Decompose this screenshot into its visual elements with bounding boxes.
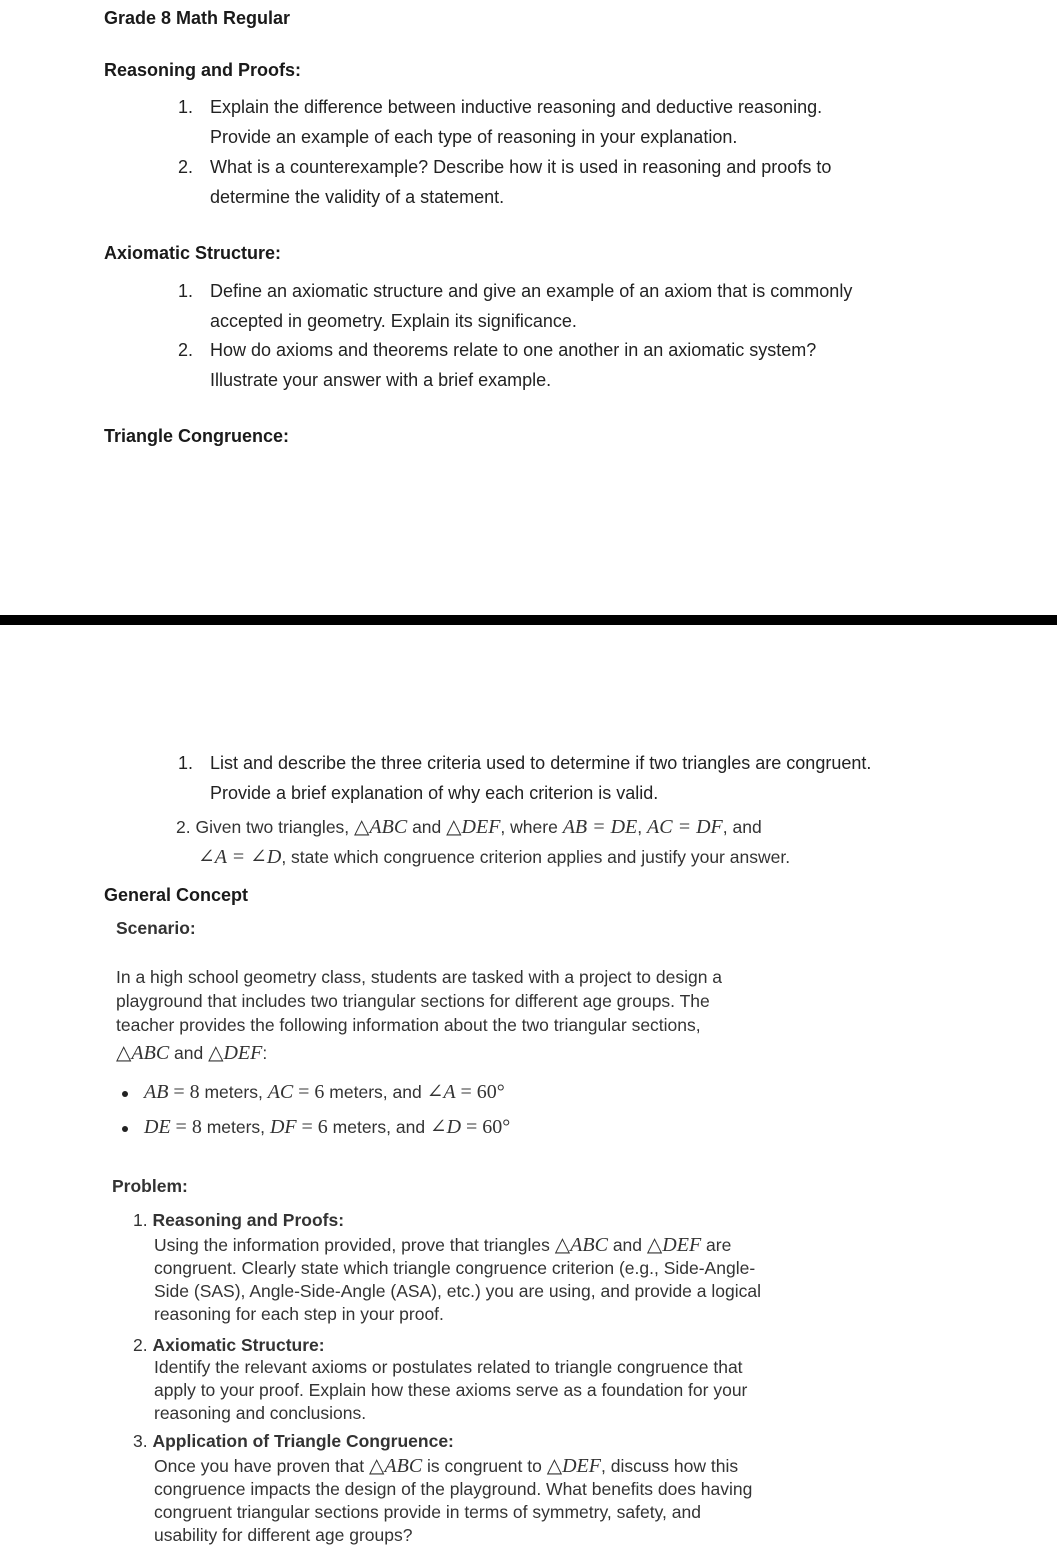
problem-line: congruence impacts the design of the playground. What benefits does having: [154, 1479, 753, 1499]
question-line: Provide a brief explanation of why each criterion is valid.: [210, 783, 659, 803]
scenario-line: In a high school geometry class, students are tasked with a project to design a: [116, 967, 723, 987]
problem-number: 1.: [133, 1210, 148, 1230]
math-symbol: ∠D: [429, 1116, 462, 1138]
math-triangle: △DEF: [208, 1042, 263, 1064]
problem-line: [154, 1234, 854, 1257]
problem-line: congruent triangular sections provide in terms of symmetry, safety, and: [154, 1502, 701, 1522]
scenario-label: Scenario:: [116, 918, 196, 938]
problem-line: apply to your proof. Explain how these axioms serve as a foundation for your: [154, 1380, 748, 1400]
math-triangle: △DEF: [546, 1455, 601, 1477]
text-run: meters,: [206, 1117, 266, 1137]
question-number: 2.: [176, 817, 191, 837]
math-value: = 60°: [466, 1116, 511, 1138]
math-triangle: △ABC: [116, 1042, 170, 1064]
math-triangle: △ABC: [369, 1455, 423, 1477]
question-line: Illustrate your answer with a brief example.: [210, 370, 552, 390]
text-run: Once you have proven that: [154, 1456, 365, 1476]
problem-label: Problem:: [112, 1176, 188, 1196]
problem-line: Side (SAS), Angle-Side-Angle (ASA), etc.) you are using, and provide a logical: [154, 1281, 761, 1301]
problem-line: reasoning and conclusions.: [154, 1403, 367, 1423]
bullet-icon: [122, 1091, 128, 1097]
problem-title: [133, 1210, 344, 1231]
math-symbol: ∠A: [426, 1081, 456, 1103]
question-text: [210, 748, 970, 808]
question-text: [210, 276, 930, 336]
question-line: accepted in geometry. Explain its significance.: [210, 311, 577, 331]
math-value: = 6: [301, 1116, 328, 1138]
math-equation: AB = DE: [562, 816, 638, 838]
question-number: 1.: [178, 753, 194, 773]
question-number: 1.: [178, 281, 194, 301]
text-run: , and: [722, 817, 762, 837]
problem-body: [154, 1356, 854, 1425]
problem-title: [133, 1335, 325, 1356]
math-symbol: AC: [267, 1081, 294, 1103]
question-text: [210, 335, 930, 395]
question-number: 2.: [178, 340, 194, 360]
problem-title-text: Reasoning and Proofs:: [152, 1210, 345, 1230]
problem-line: [154, 1455, 854, 1478]
text-run: and: [412, 817, 442, 837]
scenario-line: [116, 1041, 836, 1065]
text-run: :: [262, 1043, 268, 1063]
math-value: = 8: [175, 1116, 202, 1138]
question-line: Define an axiomatic structure and give an example of an axiom that is commonly: [210, 281, 853, 301]
question-text-cont: [198, 844, 790, 869]
scenario-line: teacher provides the following information about the two triangular sections,: [116, 1015, 701, 1035]
page-divider: [0, 615, 1057, 625]
question-line: Explain the difference between inductive reasoning and deductive reasoning.: [210, 97, 823, 117]
section-heading-general: General Concept: [104, 885, 249, 905]
math-symbol: AB: [144, 1081, 169, 1103]
question-line: What is a counterexample? Describe how it is used in reasoning and proofs to: [210, 157, 832, 177]
math-value: = 6: [298, 1081, 325, 1103]
problem-number: 2.: [133, 1335, 148, 1355]
math-triangle: △ABC: [554, 1234, 608, 1256]
math-equation: ∠A = ∠D: [198, 846, 282, 868]
document-title: Grade 8 Math Regular: [104, 8, 291, 28]
scenario-text: [116, 965, 836, 1065]
question-line: Provide an example of each type of reasoning in your explanation.: [210, 127, 738, 147]
section-heading-triangle: Triangle Congruence:: [104, 426, 290, 446]
text-run: and: [612, 1235, 643, 1255]
bullet-icon: [122, 1126, 128, 1132]
problem-line: Identify the relevant axioms or postulates related to triangle congruence that: [154, 1357, 743, 1377]
problem-body: [154, 1234, 854, 1326]
problem-line: usability for different age groups?: [154, 1525, 413, 1545]
math-triangle: △DEF: [646, 1234, 702, 1256]
problem-title: [133, 1431, 454, 1452]
question-text: [210, 92, 930, 152]
question-line: How do axioms and theorems relate to one another in an axiomatic system?: [210, 340, 817, 360]
question-text: [176, 814, 762, 839]
bullet-item: [144, 1115, 510, 1139]
text-run: and: [174, 1043, 204, 1063]
section-heading-reasoning: Reasoning and Proofs:: [104, 60, 302, 80]
question-line: determine the validity of a statement.: [210, 187, 505, 207]
problem-body: [154, 1455, 854, 1547]
scenario-line: playground that includes two triangular sections for different age groups. The: [116, 991, 710, 1011]
bullet-item: [144, 1080, 505, 1104]
text-run: , where: [500, 817, 558, 837]
text-run: is congruent to: [427, 1456, 542, 1476]
problem-number: 3.: [133, 1431, 148, 1451]
text-run: are: [706, 1235, 732, 1255]
problem-line: congruent. Clearly state which triangle congruence criterion (e.g., Side-Angle-: [154, 1258, 756, 1278]
text-run: , state which congruence criterion applies and justify your answer.: [281, 847, 791, 867]
math-symbol: DF: [269, 1116, 297, 1138]
text-run: meters, and: [329, 1082, 422, 1102]
text-run: , discuss how this: [600, 1456, 739, 1476]
section-heading-axiomatic: Axiomatic Structure:: [104, 243, 282, 263]
math-triangle: △DEF: [446, 816, 501, 838]
text-run: Given two triangles,: [195, 817, 350, 837]
question-line: List and describe the three criteria used to determine if two triangles are congruent.: [210, 753, 872, 773]
problem-title-text: Application of Triangle Congruence:: [152, 1431, 454, 1451]
problem-line: reasoning for each step in your proof.: [154, 1304, 444, 1324]
question-number: 2.: [178, 157, 194, 177]
text-run: meters, and: [332, 1117, 426, 1137]
question-text: [210, 152, 930, 212]
text-run: ,: [637, 817, 643, 837]
math-symbol: DE: [144, 1116, 171, 1138]
math-equation: AC = DF: [647, 816, 723, 838]
math-triangle: △ABC: [354, 816, 408, 838]
math-value: = 60°: [460, 1081, 505, 1103]
text-run: Using the information provided, prove that triangles: [154, 1235, 550, 1255]
text-run: meters,: [204, 1082, 263, 1102]
math-value: = 8: [173, 1081, 200, 1103]
problem-title-text: Axiomatic Structure:: [152, 1335, 325, 1355]
question-number: 1.: [178, 97, 194, 117]
